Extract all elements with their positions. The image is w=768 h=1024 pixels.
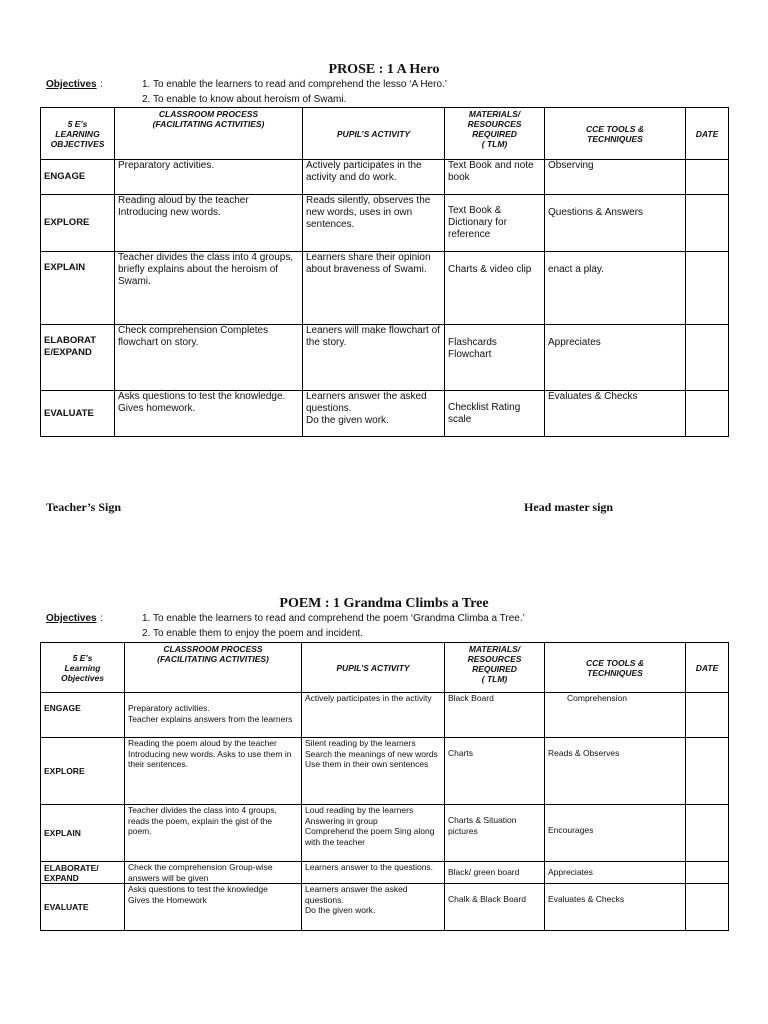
materials-cell: Flashcards Flowchart [445, 325, 545, 391]
date-cell [686, 391, 729, 437]
prose-objective-1: 1. To enable the learners to read and comprehend the lesso ‘A Hero.’ [142, 79, 448, 90]
poem-objective-1: 1. To enable the learners to read and comprehend the poem ‘Grandma Climba a Tree.’ [142, 613, 525, 624]
pupil-cell: Actively participates in the activity and do work. [303, 160, 445, 195]
pupil-cell: Learners answer the asked questions. Do the given work. [302, 884, 445, 931]
process-cell: Check comprehension Completes flowchart on story. [115, 325, 303, 391]
prose-objectives-label: Objectives [46, 79, 97, 90]
pupil-cell: Learners share their opinion about braveness of Swami. [303, 252, 445, 325]
header-5e: 5 E’s Learning Objectives [41, 643, 125, 693]
pupil-cell: Loud reading by the learners Answering in group Comprehend the poem Sing along with the teacher [302, 805, 445, 862]
pupil-cell: Actively participates in the activity [302, 693, 445, 738]
date-cell [686, 252, 729, 325]
date-cell [686, 195, 729, 252]
materials-cell: Charts & Situation pictures [445, 805, 545, 862]
pupil-cell: Reads silently, observes the new words, uses in own sentences. [303, 195, 445, 252]
process-cell: Preparatory activities. [115, 160, 303, 195]
date-cell [686, 862, 729, 884]
table-row [41, 325, 729, 391]
header-cce-tools: CCE TOOLS & TECHNIQUES [545, 108, 686, 160]
table-row [41, 862, 729, 884]
header-pupil-activity: PUPIL’S ACTIVITY [303, 108, 445, 160]
tools-cell: Evaluates & Checks [545, 884, 686, 931]
materials-cell: Chalk & Black Board [445, 884, 545, 931]
header-5e: 5 E’s LEARNING OBJECTIVES [41, 108, 115, 160]
materials-cell: Charts & video clip [445, 252, 545, 325]
stage-cell: ENGAGE [41, 160, 115, 195]
prose-lesson-table [40, 107, 729, 437]
materials-cell: Black Board [445, 693, 545, 738]
poem-lesson-table [40, 642, 729, 931]
header-classroom-process: CLASSROOM PROCESS (FACILITATING ACTIVITIES) [115, 108, 303, 160]
stage-cell: ELABORATE/ EXPAND [41, 862, 125, 884]
table-row [41, 195, 729, 252]
tools-cell: Reads & Observes [545, 738, 686, 805]
materials-cell: Charts [445, 738, 545, 805]
tools-cell: Appreciates [545, 325, 686, 391]
table-row [41, 738, 729, 805]
materials-cell: Text Book and note book [445, 160, 545, 195]
materials-cell: Black/ green board [445, 862, 545, 884]
table-row [41, 805, 729, 862]
stage-cell: ENGAGE [41, 693, 125, 738]
stage-cell: EXPLAIN [41, 805, 125, 862]
pupil-cell: Silent reading by the learners Search the meanings of new words Use them in their own sentences [302, 738, 445, 805]
tools-cell: enact a play. [545, 252, 686, 325]
prose-objectives-colon: : [100, 79, 103, 90]
process-cell: Preparatory activities. Teacher explains answers from the learners [125, 693, 302, 738]
table-row [41, 391, 729, 437]
poem-title: POEM : 1 Grandma Climbs a Tree [279, 596, 489, 611]
prose-header-row [41, 108, 729, 160]
pupil-cell: Learners answer the asked questions. Do the given work. [303, 391, 445, 437]
header-cce-tools: CCE TOOLS & TECHNIQUES [545, 643, 686, 693]
tools-cell: Encourages [545, 805, 686, 862]
poem-objective-2: 2. To enable them to enjoy the poem and incident. [142, 628, 364, 639]
materials-cell: Checklist Rating scale [445, 391, 545, 437]
header-date: DATE [686, 108, 729, 160]
poem-objectives-colon: : [100, 613, 103, 624]
stage-cell: EXPLORE [41, 195, 115, 252]
prose-title: PROSE : 1 A Hero [328, 62, 440, 77]
stage-cell: ELABORAT E/EXPAND [41, 325, 115, 391]
date-cell [686, 805, 729, 862]
teacher-sign-label: Teacher’s Sign [46, 500, 121, 514]
table-row [41, 252, 729, 325]
poem-objectives-label: Objectives [46, 613, 97, 624]
pupil-cell: Leaners will make flowchart of the story. [303, 325, 445, 391]
date-cell [686, 738, 729, 805]
stage-cell: EXPLORE [41, 738, 125, 805]
stage-cell: EXPLAIN [41, 252, 115, 325]
tools-cell: Appreciates [545, 862, 686, 884]
tools-cell: Evaluates & Checks [545, 391, 686, 437]
process-cell: Teacher divides the class into 4 groups, reads the poem, explain the gist of the poem. [125, 805, 302, 862]
table-row [41, 693, 729, 738]
header-date: DATE [686, 643, 729, 693]
header-classroom-process: CLASSROOM PROCESS (FACILITATING ACTIVITIES) [125, 643, 302, 693]
process-cell: Teacher divides the class into 4 groups, briefly explains about the heroism of Swami. [115, 252, 303, 325]
tools-cell: Questions & Answers [545, 195, 686, 252]
date-cell [686, 160, 729, 195]
tools-cell: Comprehension [545, 693, 686, 738]
pupil-cell: Learners answer to the questions. [302, 862, 445, 884]
header-materials: MATERIALS/ RESOURCES REQUIRED ( TLM) [445, 108, 545, 160]
process-cell: Reading aloud by the teacher Introducing new words. [115, 195, 303, 252]
materials-cell: Text Book & Dictionary for reference [445, 195, 545, 252]
header-pupil-activity: PUPIL’S ACTIVITY [302, 643, 445, 693]
poem-header-row [41, 643, 729, 693]
process-cell: Asks questions to test the knowledge. Gives homework. [115, 391, 303, 437]
table-row [41, 160, 729, 195]
date-cell [686, 693, 729, 738]
process-cell: Reading the poem aloud by the teacher Introducing new words. Asks to use them in their sentences. [125, 738, 302, 805]
tools-cell: Observing [545, 160, 686, 195]
table-row [41, 884, 729, 931]
header-materials: MATERIALS/ RESOURCES REQUIRED ( TLM) [445, 643, 545, 693]
process-cell: Asks questions to test the knowledge Gives the Homework [125, 884, 302, 931]
headmaster-sign-label: Head master sign [524, 500, 614, 514]
date-cell [686, 884, 729, 931]
stage-cell: EVALUATE [41, 884, 125, 931]
prose-objective-2: 2. To enable to know about heroism of Swami. [142, 94, 347, 105]
date-cell [686, 325, 729, 391]
stage-cell: EVALUATE [41, 391, 115, 437]
process-cell: Check the comprehension Group-wise answers will be given [125, 862, 302, 884]
